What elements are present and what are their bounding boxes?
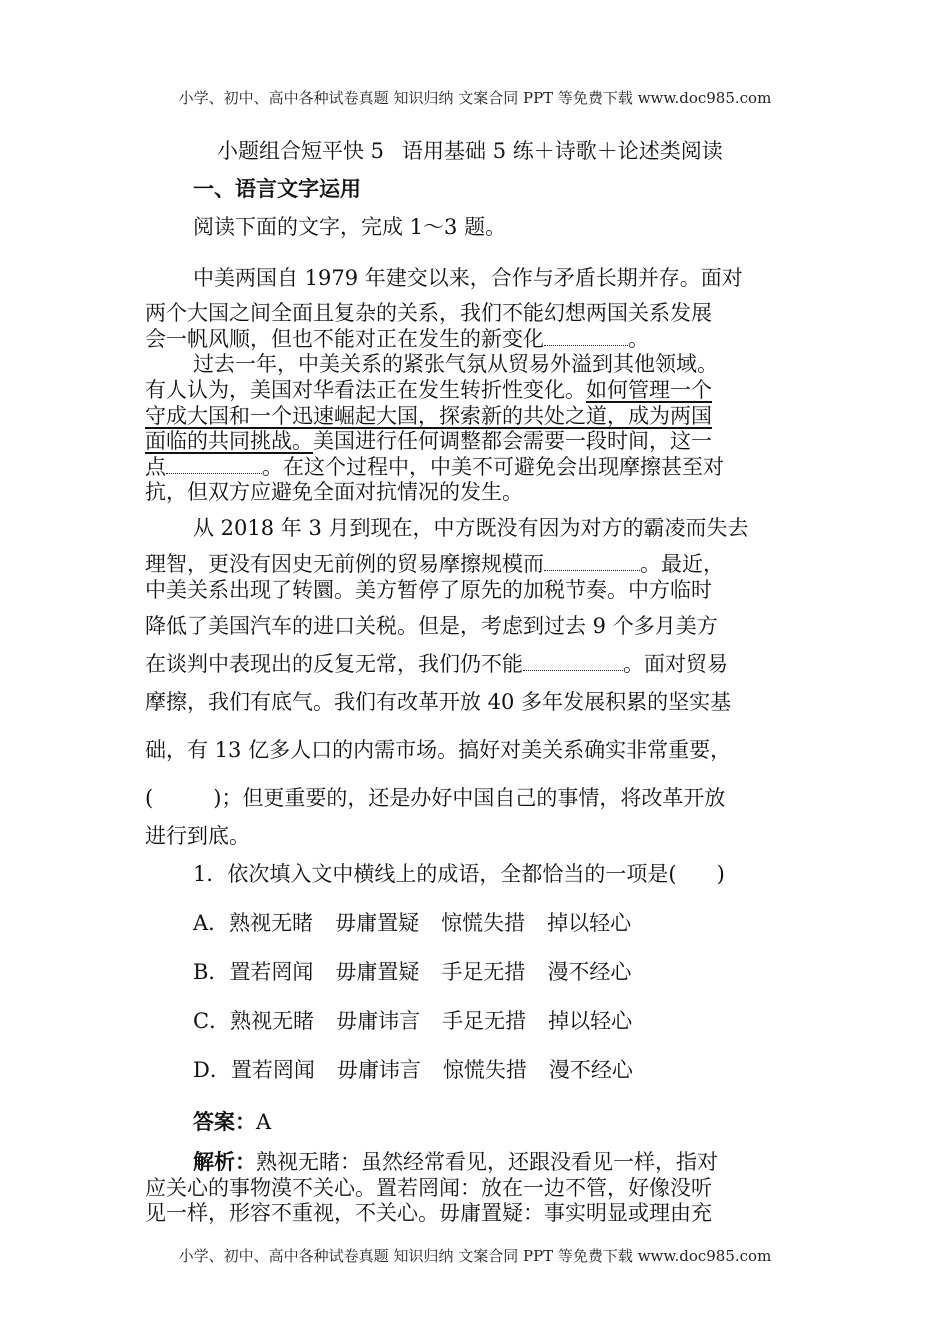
option-item: 毋庸讳言 [336, 1058, 421, 1082]
passage-text: 美国进行任何调整都会需要一段时间，这一 [313, 429, 712, 453]
option-label: D． [193, 1058, 231, 1082]
fill-blank-2[interactable] [166, 455, 262, 474]
question-stem [193, 858, 725, 888]
option-item: 毋庸讳言 [336, 1009, 421, 1033]
option-item: 毋庸置疑 [335, 911, 420, 935]
option-item: 惊慌失措 [442, 1058, 527, 1082]
option-item: 掉以轻心 [547, 911, 632, 935]
passage-line: 摩擦，我们有底气。我们有改革开放 40 多年发展积累的坚实基 [145, 690, 732, 714]
passage-text: 。面对贸易 [623, 652, 728, 676]
section-heading: 一、语言文字运用 [193, 177, 361, 201]
passage-line: 中美两国自 1979 年建交以来，合作与矛盾长期并存。面对 [193, 266, 743, 290]
analysis-line: 应关心的事物漠不关心。置若罔闻：放在一边不管，好像没听 [145, 1176, 712, 1200]
option-a[interactable] [193, 907, 653, 937]
page-header: 小学、初中、高中各种试卷真题 知识归纳 文案合同 PPT 等免费下载 www.doc985.com [178, 89, 772, 107]
title-right: 语用基础 5 练＋诗歌＋论述类阅读 [402, 139, 723, 163]
answer-line [193, 1106, 271, 1136]
answer-label: 答案： [193, 1110, 256, 1134]
passage-text: 会一帆风顺，但也不能对正在发生的新变化 [145, 327, 544, 351]
passage-line: 础，有 13 亿多人口的内需市场。搞好对美关系确实非常重要， [145, 738, 732, 762]
underlined-sentence: 守成大国和一个迅速崛起大国，探索新的共处之道，成为两国 [145, 404, 712, 428]
page-title [217, 135, 723, 165]
passage-line: 中美关系出现了转圜。美方暂停了原先的加税节奏。中方临时 [145, 578, 712, 602]
analysis-line: 见一样，形容不重视，不关心。毋庸置疑：事实明显或理由充 [145, 1201, 712, 1225]
option-item: 漫不经心 [548, 1058, 633, 1082]
title-left: 小题组合短平快 5 [217, 139, 385, 163]
passage-line: 抗，但双方应避免全面对抗情况的发生。 [145, 480, 523, 504]
page-footer: 小学、初中、高中各种试卷真题 知识归纳 文案合同 PPT 等免费下载 www.doc985.com [178, 1247, 772, 1265]
passage-line: 进行到底。 [145, 824, 250, 848]
fill-blank-1[interactable] [544, 327, 628, 346]
passage-text: 点 [145, 455, 166, 479]
passage-text: 。最近， [640, 552, 724, 576]
option-item: 手足无措 [442, 1009, 527, 1033]
passage-line: 过去一年，中美关系的紧张气氛从贸易外溢到其他领域。 [193, 352, 718, 376]
passage-text: 。在这个过程中，中美不可避免会出现摩擦甚至对 [262, 455, 724, 479]
option-label: B． [193, 960, 230, 984]
instruction: 阅读下面的文字，完成 1～3 题。 [193, 215, 507, 239]
passage-text: 。 [628, 327, 649, 351]
option-item: 置若罔闻 [230, 1058, 315, 1082]
answer-value: A [256, 1110, 272, 1134]
option-item: 毋庸置疑 [335, 960, 420, 984]
option-b[interactable] [193, 956, 653, 986]
underlined-sentence: 面临的共同挑战。 [145, 429, 313, 453]
option-item: 漫不经心 [547, 960, 632, 984]
passage-text: )；但更重要的，还是办好中国自己的事情，将改革开放 [213, 786, 726, 810]
passage-text: 理智，更没有因史无前例的贸易摩擦规模而 [145, 552, 544, 576]
passage-line [145, 648, 728, 678]
option-label: A． [193, 911, 230, 935]
option-d[interactable] [193, 1054, 655, 1084]
analysis-text: 熟视无睹：虽然经常看见，还跟没看见一样，指对 [256, 1150, 718, 1174]
option-item: 掉以轻心 [548, 1009, 633, 1033]
option-item: 惊慌失措 [441, 911, 526, 935]
option-c[interactable] [193, 1005, 654, 1035]
option-label: C． [193, 1009, 231, 1033]
option-item: 手足无措 [441, 960, 526, 984]
passage-line [145, 782, 725, 812]
option-item: 置若罔闻 [229, 960, 314, 984]
fill-blank-4[interactable] [523, 652, 623, 671]
passage-line: 降低了美国汽车的进口关税。但是，考虑到过去 9 个多月美方 [145, 614, 718, 638]
option-item: 熟视无睹 [230, 1009, 315, 1033]
passage-line: 从 2018 年 3 月到现在，中方既没有因为对方的霸凌而失去 [193, 516, 749, 540]
analysis-label: 解析： [193, 1150, 256, 1174]
passage-line: 两个大国之间全面且复杂的关系，我们不能幻想两国关系发展 [145, 301, 712, 325]
option-item: 熟视无睹 [229, 911, 314, 935]
underlined-sentence: 如何管理一个 [586, 378, 712, 402]
passage-text: 在谈判中表现出的反复无常，我们仍不能 [145, 652, 523, 676]
passage-text: 有人认为，美国对华看法正在发生转折性变化。 [145, 378, 586, 402]
question-stem-close: ) [716, 862, 725, 886]
question-stem-text: 1．依次填入文中横线上的成语，全都恰当的一项是( [193, 862, 677, 886]
fill-blank-3[interactable] [544, 552, 640, 571]
paren-open: ( [145, 786, 154, 810]
